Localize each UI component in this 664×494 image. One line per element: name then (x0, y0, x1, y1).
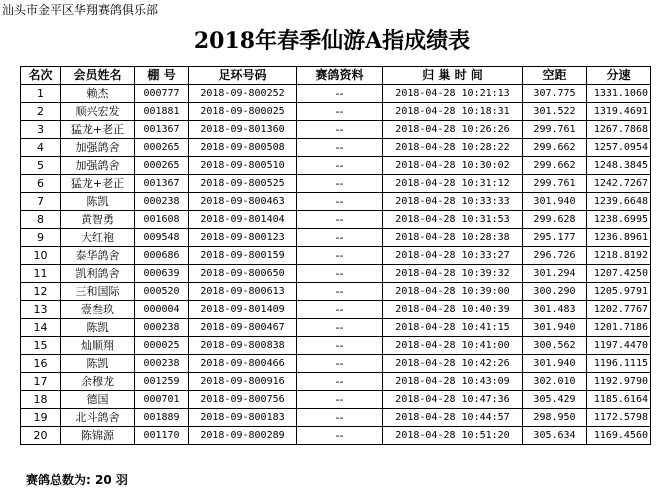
cell-speed: 1248.3845 (587, 157, 651, 175)
col-ring-header: 足环号码 (189, 67, 297, 85)
cell-loft: 001367 (135, 121, 189, 139)
cell-return-time: 2018-04-28 10:33:27 (383, 247, 523, 265)
cell-loft: 000639 (135, 265, 189, 283)
report-title: 2018年春季仙游A指成绩表 (193, 28, 471, 54)
cell-loft: 000265 (135, 139, 189, 157)
cell-ring: 2018-09-800508 (189, 139, 297, 157)
cell-info: -- (297, 355, 383, 373)
cell-info: -- (297, 337, 383, 355)
cell-info: -- (297, 319, 383, 337)
cell-ring: 2018-09-800289 (189, 427, 297, 445)
table-row (21, 193, 651, 211)
cell-ring: 2018-09-800466 (189, 355, 297, 373)
cell-loft: 000777 (135, 85, 189, 103)
cell-info: -- (297, 301, 383, 319)
cell-member-name: 灿顺翔 (61, 337, 135, 355)
cell-rank: 3 (21, 121, 61, 139)
col-name-header: 会员姓名 (61, 67, 135, 85)
cell-rank: 19 (21, 409, 61, 427)
cell-rank: 9 (21, 229, 61, 247)
cell-ring: 2018-09-800756 (189, 391, 297, 409)
table-row (21, 319, 651, 337)
header-row (21, 67, 651, 85)
cell-return-time: 2018-04-28 10:42:26 (383, 355, 523, 373)
cell-distance: 305.429 (523, 391, 587, 409)
cell-speed: 1257.0954 (587, 139, 651, 157)
cell-distance: 301.483 (523, 301, 587, 319)
cell-return-time: 2018-04-28 10:43:09 (383, 373, 523, 391)
cell-distance: 301.294 (523, 265, 587, 283)
cell-distance: 301.940 (523, 355, 587, 373)
table-row (21, 121, 651, 139)
cell-loft: 000520 (135, 283, 189, 301)
cell-return-time: 2018-04-28 10:33:33 (383, 193, 523, 211)
table-row (21, 409, 651, 427)
cell-member-name: 加强鸽舍 (61, 139, 135, 157)
cell-loft: 001889 (135, 409, 189, 427)
table-row (21, 211, 651, 229)
cell-distance: 299.662 (523, 139, 587, 157)
col-time-header: 归 巢 时 间 (383, 67, 523, 85)
cell-ring: 2018-09-800025 (189, 103, 297, 121)
cell-distance: 296.726 (523, 247, 587, 265)
cell-ring: 2018-09-800159 (189, 247, 297, 265)
cell-rank: 15 (21, 337, 61, 355)
cell-distance: 305.634 (523, 427, 587, 445)
cell-distance: 298.950 (523, 409, 587, 427)
cell-distance: 299.761 (523, 121, 587, 139)
cell-member-name: 陈凯 (61, 319, 135, 337)
total-count: 赛鸽总数为: 20 羽 (26, 473, 128, 487)
cell-member-name: 顺兴宏发 (61, 103, 135, 121)
cell-info: -- (297, 175, 383, 193)
table-row (21, 301, 651, 319)
table-row (21, 103, 651, 121)
cell-ring: 2018-09-800467 (189, 319, 297, 337)
cell-ring: 2018-09-800510 (189, 157, 297, 175)
cell-speed: 1202.7767 (587, 301, 651, 319)
col-info-header: 赛鸽资料 (297, 67, 383, 85)
cell-speed: 1331.1060 (587, 85, 651, 103)
cell-distance: 295.177 (523, 229, 587, 247)
cell-loft: 001367 (135, 175, 189, 193)
cell-rank: 16 (21, 355, 61, 373)
col-loft-header: 棚 号 (135, 67, 189, 85)
cell-speed: 1192.9790 (587, 373, 651, 391)
cell-speed: 1185.6164 (587, 391, 651, 409)
cell-rank: 5 (21, 157, 61, 175)
table-row (21, 427, 651, 445)
cell-rank: 6 (21, 175, 61, 193)
cell-return-time: 2018-04-28 10:31:12 (383, 175, 523, 193)
cell-distance: 299.761 (523, 175, 587, 193)
cell-ring: 2018-09-801360 (189, 121, 297, 139)
cell-speed: 1242.7267 (587, 175, 651, 193)
cell-loft: 000004 (135, 301, 189, 319)
cell-rank: 12 (21, 283, 61, 301)
cell-ring: 2018-09-800916 (189, 373, 297, 391)
cell-member-name: 陈凯 (61, 193, 135, 211)
cell-member-name: 陈凯 (61, 355, 135, 373)
cell-return-time: 2018-04-28 10:51:20 (383, 427, 523, 445)
cell-info: -- (297, 283, 383, 301)
cell-return-time: 2018-04-28 10:21:13 (383, 85, 523, 103)
cell-rank: 2 (21, 103, 61, 121)
cell-speed: 1236.8961 (587, 229, 651, 247)
cell-member-name: 猛龙+老正 (61, 175, 135, 193)
cell-member-name: 三和国际 (61, 283, 135, 301)
cell-return-time: 2018-04-28 10:47:36 (383, 391, 523, 409)
cell-member-name: 北斗鸽舍 (61, 409, 135, 427)
cell-return-time: 2018-04-28 10:41:00 (383, 337, 523, 355)
cell-rank: 18 (21, 391, 61, 409)
cell-ring: 2018-09-800123 (189, 229, 297, 247)
cell-info: -- (297, 229, 383, 247)
cell-distance: 300.562 (523, 337, 587, 355)
cell-loft: 009548 (135, 229, 189, 247)
cell-loft: 000265 (135, 157, 189, 175)
table-row (21, 391, 651, 409)
cell-speed: 1239.6648 (587, 193, 651, 211)
cell-member-name: 余穆龙 (61, 373, 135, 391)
cell-member-name: 泰华鸽舍 (61, 247, 135, 265)
cell-distance: 301.940 (523, 193, 587, 211)
results-body (21, 85, 651, 445)
table-row (21, 283, 651, 301)
cell-ring: 2018-09-800650 (189, 265, 297, 283)
cell-info: -- (297, 121, 383, 139)
cell-distance: 299.628 (523, 211, 587, 229)
cell-distance: 307.775 (523, 85, 587, 103)
cell-info: -- (297, 193, 383, 211)
cell-return-time: 2018-04-28 10:31:53 (383, 211, 523, 229)
cell-return-time: 2018-04-28 10:26:26 (383, 121, 523, 139)
cell-loft: 000238 (135, 355, 189, 373)
cell-speed: 1319.4691 (587, 103, 651, 121)
cell-return-time: 2018-04-28 10:28:38 (383, 229, 523, 247)
cell-speed: 1238.6995 (587, 211, 651, 229)
cell-ring: 2018-09-800183 (189, 409, 297, 427)
table-row (21, 139, 651, 157)
cell-rank: 11 (21, 265, 61, 283)
cell-speed: 1205.9791 (587, 283, 651, 301)
cell-info: -- (297, 139, 383, 157)
cell-info: -- (297, 103, 383, 121)
cell-return-time: 2018-04-28 10:39:32 (383, 265, 523, 283)
cell-rank: 1 (21, 85, 61, 103)
cell-loft: 000238 (135, 319, 189, 337)
cell-distance: 300.290 (523, 283, 587, 301)
cell-speed: 1267.7868 (587, 121, 651, 139)
table-row (21, 247, 651, 265)
club-name: 汕头市金平区华翔赛鸽俱乐部 (2, 3, 159, 17)
cell-member-name: 加强鸽舍 (61, 157, 135, 175)
cell-rank: 14 (21, 319, 61, 337)
cell-ring: 2018-09-801404 (189, 211, 297, 229)
cell-rank: 7 (21, 193, 61, 211)
cell-return-time: 2018-04-28 10:28:22 (383, 139, 523, 157)
cell-ring: 2018-09-800613 (189, 283, 297, 301)
cell-return-time: 2018-04-28 10:41:15 (383, 319, 523, 337)
cell-rank: 10 (21, 247, 61, 265)
cell-loft: 001881 (135, 103, 189, 121)
cell-member-name: 猛龙+老正 (61, 121, 135, 139)
cell-loft: 001259 (135, 373, 189, 391)
cell-info: -- (297, 247, 383, 265)
cell-loft: 000238 (135, 193, 189, 211)
cell-return-time: 2018-04-28 10:40:39 (383, 301, 523, 319)
cell-speed: 1196.1115 (587, 355, 651, 373)
table-row (21, 175, 651, 193)
results-table (20, 66, 651, 445)
cell-return-time: 2018-04-28 10:39:00 (383, 283, 523, 301)
table-row (21, 85, 651, 103)
cell-info: -- (297, 85, 383, 103)
cell-loft: 000025 (135, 337, 189, 355)
cell-speed: 1218.8192 (587, 247, 651, 265)
cell-speed: 1201.7186 (587, 319, 651, 337)
cell-info: -- (297, 373, 383, 391)
cell-info: -- (297, 265, 383, 283)
cell-loft: 001170 (135, 427, 189, 445)
cell-member-name: 赖杰 (61, 85, 135, 103)
table-row (21, 373, 651, 391)
cell-info: -- (297, 409, 383, 427)
cell-ring: 2018-09-800525 (189, 175, 297, 193)
cell-return-time: 2018-04-28 10:18:31 (383, 103, 523, 121)
cell-ring: 2018-09-801409 (189, 301, 297, 319)
cell-rank: 8 (21, 211, 61, 229)
cell-info: -- (297, 157, 383, 175)
cell-member-name: 大红袍 (61, 229, 135, 247)
cell-distance: 301.940 (523, 319, 587, 337)
cell-member-name: 陈锦源 (61, 427, 135, 445)
cell-ring: 2018-09-800838 (189, 337, 297, 355)
cell-speed: 1169.4560 (587, 427, 651, 445)
cell-rank: 13 (21, 301, 61, 319)
cell-return-time: 2018-04-28 10:44:57 (383, 409, 523, 427)
cell-member-name: 黄智勇 (61, 211, 135, 229)
cell-member-name: 凯利鸽舍 (61, 265, 135, 283)
cell-info: -- (297, 391, 383, 409)
cell-rank: 4 (21, 139, 61, 157)
cell-return-time: 2018-04-28 10:30:02 (383, 157, 523, 175)
cell-rank: 20 (21, 427, 61, 445)
table-row (21, 229, 651, 247)
cell-loft: 000686 (135, 247, 189, 265)
cell-distance: 302.010 (523, 373, 587, 391)
col-speed-header: 分速 (587, 67, 651, 85)
cell-distance: 301.522 (523, 103, 587, 121)
cell-speed: 1172.5798 (587, 409, 651, 427)
cell-rank: 17 (21, 373, 61, 391)
cell-loft: 001608 (135, 211, 189, 229)
col-distance-header: 空距 (523, 67, 587, 85)
cell-info: -- (297, 211, 383, 229)
cell-info: -- (297, 427, 383, 445)
table-row (21, 265, 651, 283)
cell-ring: 2018-09-800463 (189, 193, 297, 211)
cell-distance: 299.662 (523, 157, 587, 175)
cell-member-name: 德国 (61, 391, 135, 409)
table-row (21, 337, 651, 355)
cell-member-name: 壹叁玖 (61, 301, 135, 319)
table-row (21, 355, 651, 373)
table-row (21, 157, 651, 175)
cell-speed: 1207.4250 (587, 265, 651, 283)
col-rank-header: 名次 (21, 67, 61, 85)
cell-loft: 000701 (135, 391, 189, 409)
cell-ring: 2018-09-800252 (189, 85, 297, 103)
cell-speed: 1197.4470 (587, 337, 651, 355)
